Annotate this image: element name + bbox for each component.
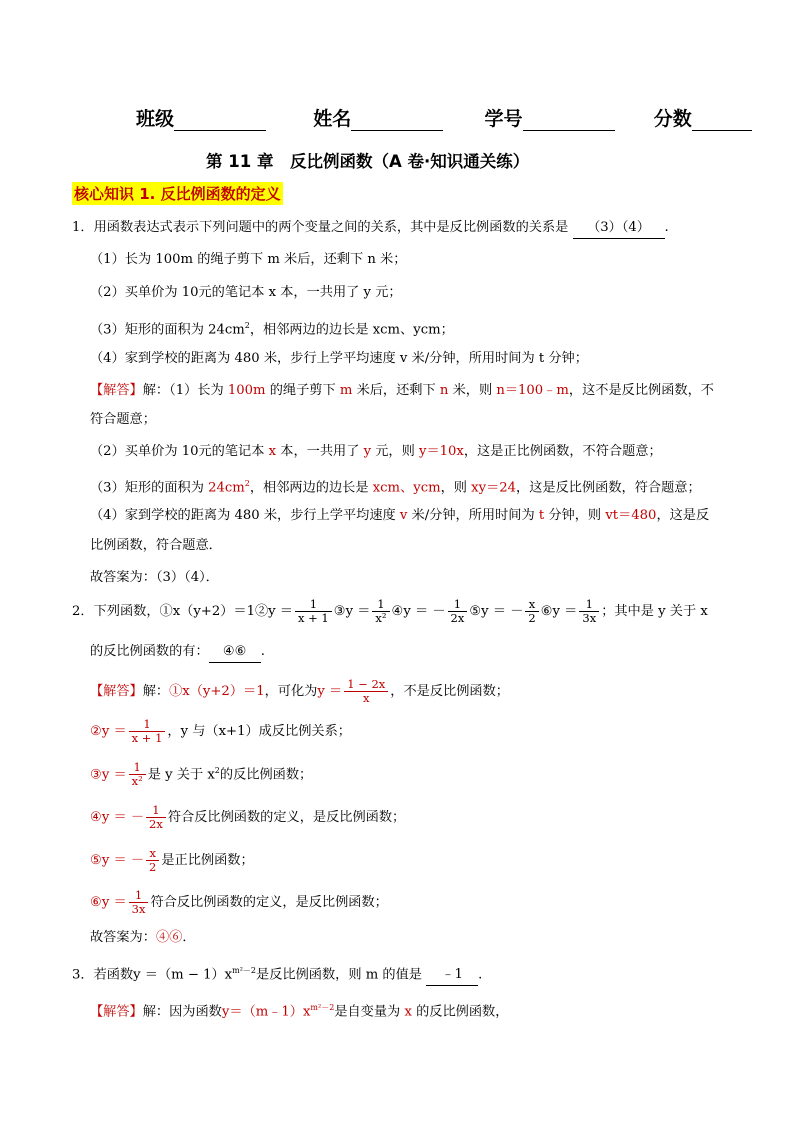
fraction: $\frac{1}{3x}$ <box>129 889 149 916</box>
q2-prompt-line-2: 的反比例函数的有： ④⑥ . <box>90 642 265 663</box>
q3-prompt: 3．若函数$y =(m - 1)x^{m^2-2}$是反比例函数，则 m 的值是 ﹣1 . <box>72 961 482 986</box>
fraction: $\frac{x}{2}$ <box>146 847 159 874</box>
q1-solution-line-1b: 符合题意； <box>90 412 156 427</box>
q3-answer: ﹣1 <box>426 965 478 986</box>
fraction: $\frac{1}{3x}$ <box>579 598 599 625</box>
q1-solution-line-4b: 比例函数，符合题意． <box>90 538 222 553</box>
q1-answer: （3）（4） <box>573 218 665 239</box>
id-label: 学号 <box>484 108 523 130</box>
fraction: $\frac{x}{2}$ <box>525 598 538 625</box>
fraction: $\frac{1}{x + 1}$ <box>295 598 332 625</box>
q1-solution-line-1: 【解答】解：（1）长为 100m 的绳子剪下 m 米后，还剩下 n 米，则 n＝100﹣m，这不是反比例函数，不 <box>90 383 714 398</box>
fraction: $\frac{1}{2x}$ <box>448 598 468 625</box>
page-title: 第 11 章 反比例函数（A 卷·知识通关练） <box>206 152 530 171</box>
section-heading: 核心知识 1. 反比例函数的定义 <box>72 182 283 205</box>
q3-solution-line-1: 【解答】解：因为函数$y=(m﹣1)x^{m^2-2}$是自变量为 x 的反比例函数， <box>90 1003 509 1020</box>
solution-tag: 【解答】 <box>90 383 143 398</box>
q1-solution-line-2: （2）买单价为 10元的笔记本 x 本，一共用了 y 元，则 y＝10x，这是正比例函数，不符合题意； <box>90 444 662 459</box>
q1-item-1: （1）长为 100m 的绳子剪下 m 米后，还剩下 n 米； <box>90 252 407 267</box>
q1-solution-line-3: （3）矩形的面积为 $24cm^2$，相邻两边的边长是 xcm、ycm，则 xy＝24，这是反比例函数，符合题意； <box>90 479 701 496</box>
q2-answer: ④⑥ <box>209 642 261 663</box>
name-label: 姓名 <box>313 108 352 130</box>
solution-tag: 【解答】 <box>90 1004 143 1020</box>
class-label: 班级 <box>136 108 175 130</box>
q1-item-4: （4）家到学校的距离为 480 米，步行上学平均速度 v 米/分钟，所用时间为 t 分钟； <box>90 351 588 366</box>
q1-final-answer: 故答案为：（3）（4）． <box>90 570 219 585</box>
q2-solution-line-2: ②y ＝ $\frac{1}{x + 1}$ ，y 与（x+1）成反比例关系； <box>90 717 351 745</box>
q1-solution-line-4: （4）家到学校的距离为 480 米，步行上学平均速度 v 米/分钟，所用时间为 t 分钟，则 vt＝480，这是反 <box>90 508 710 523</box>
q2-final-answer: 故答案为：④⑥． <box>90 930 196 945</box>
fraction: $\frac{1}{\text{x²}}$ <box>129 761 146 788</box>
q2-solution-line-1: 【解答】解：①x（y+2）＝1，可化为y ＝ $\frac{1 - 2x}{x}$ ，不是反比例函数； <box>90 677 509 705</box>
q1-item-3: （3）矩形的面积为 $24cm^2$，相邻两边的边长是 xcm、ycm； <box>90 321 454 338</box>
q2-solution-line-5: ⑤y ＝ － $\frac{x}{2}$ 是正比例函数； <box>90 846 254 874</box>
q2-prompt: 2．下列函数，①x（y+2）＝1②y ＝ $\frac{1}{x + 1}$ ③y ＝ $\frac{1}{\text{x²}}$ ④y ＝ － $\frac{1}{2x}$ ⑤y ＝ － $\frac{x}{2}$ ⑥y ＝ $\frac{1}{3x}$ ；其中是 y 关于 x <box>72 597 708 625</box>
name-blank[interactable] <box>351 110 443 131</box>
header-row <box>136 104 752 131</box>
q2-solution-line-6: ⑥y ＝ $\frac{1}{3x}$ 符合反比例函数的定义，是反比例函数； <box>90 888 388 916</box>
score-blank[interactable] <box>692 110 752 131</box>
fraction: $\frac{1}{2x}$ <box>146 804 166 831</box>
q1-item-2: （2）买单价为 10元的笔记本 x 本，一共用了 y 元； <box>90 285 402 300</box>
score-label: 分数 <box>653 108 692 130</box>
q2-solution-line-3: ③y ＝ $\frac{1}{\text{x²}}$ 是 y 关于 $x^2$的反比例函数； <box>90 760 313 789</box>
fraction: $\frac{1 - 2x}{x}$ <box>344 678 388 705</box>
solution-tag: 【解答】 <box>90 684 143 699</box>
q2-solution-line-4: ④y ＝ － $\frac{1}{2x}$ 符合反比例函数的定义，是反比例函数； <box>90 803 406 831</box>
fraction: $\frac{1}{x + 1}$ <box>129 718 166 745</box>
fraction: $\frac{1}{\text{x²}}$ <box>372 598 389 625</box>
q1-prompt: 1．用函数表达式表示下列问题中的两个变量之间的关系，其中是反比例函数的关系是 （3）（4） . <box>72 218 669 239</box>
class-blank[interactable] <box>174 110 266 131</box>
id-blank[interactable] <box>523 110 615 131</box>
